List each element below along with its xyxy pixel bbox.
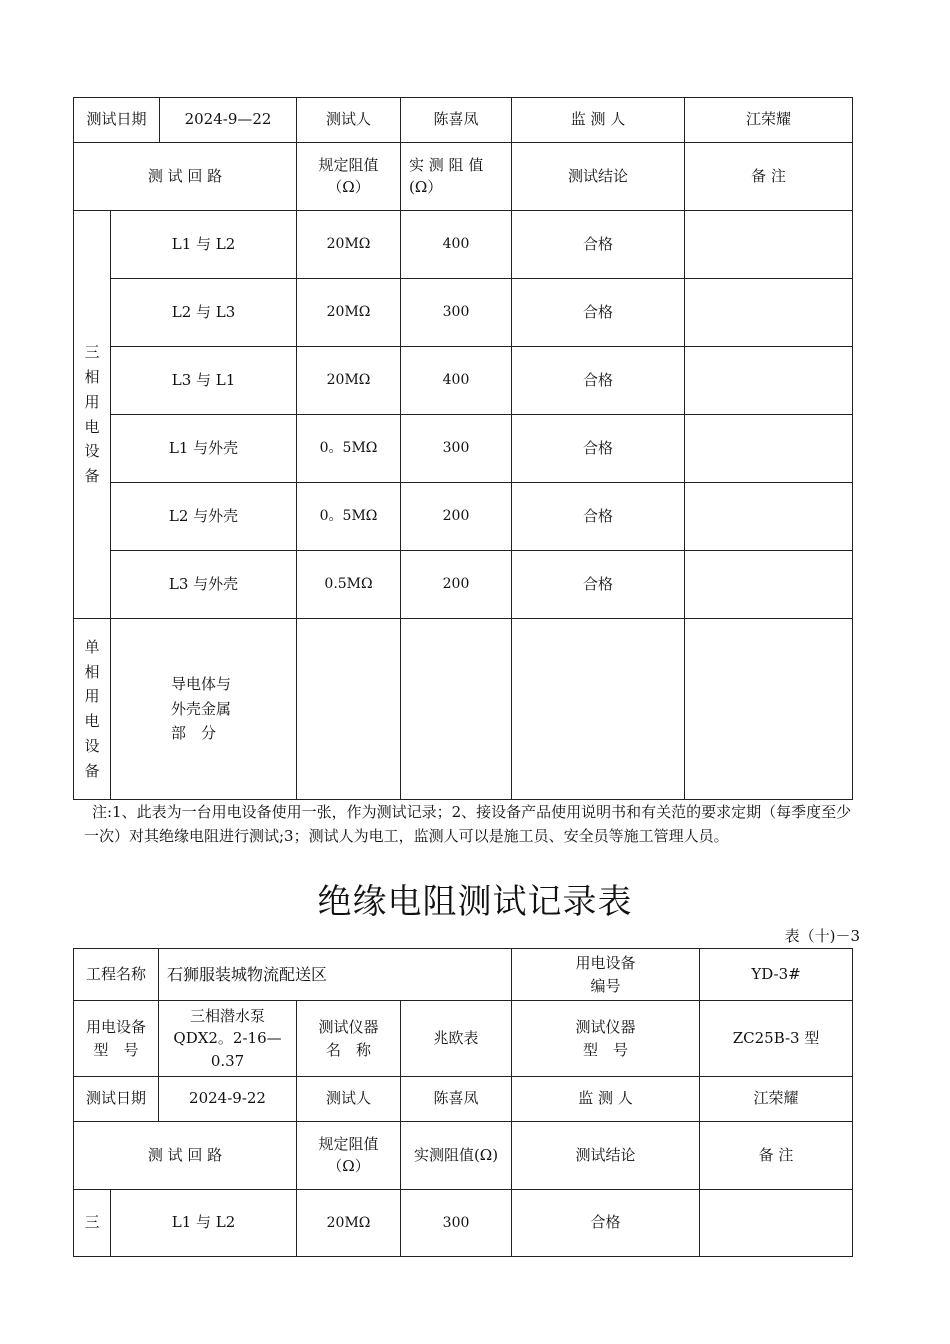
table-row <box>74 279 853 347</box>
three-phase-label <box>74 211 111 619</box>
model-label-line2: 型 号 <box>93 1040 139 1059</box>
tester-value: 陈喜凤 <box>401 98 512 143</box>
instrument-model-value: ZC25B-3 型 <box>700 1001 853 1077</box>
column-remarks: 备 注 <box>685 143 853 211</box>
equip-no-label-line1: 用电设备 <box>575 954 636 972</box>
page-title: 绝缘电阻测试记录表 <box>317 882 633 922</box>
three-phase-char: 用 <box>84 392 100 411</box>
table-row <box>74 1190 853 1257</box>
spec-cell: 0。5MΩ <box>297 415 401 483</box>
date-value: 2024-9—22 <box>160 98 297 143</box>
three-phase-char: 电 <box>84 417 100 436</box>
column-circuit: 测 试 回 路 <box>74 143 297 211</box>
column-conclusion: 测试结论 <box>512 143 685 211</box>
single-phase-circuit-line: 外壳金属 <box>171 699 232 718</box>
three-phase-char: 备 <box>84 467 100 485</box>
single-phase-label <box>74 619 111 800</box>
single-phase-circuit <box>111 619 297 800</box>
circuit-cell: L3 与 L1 <box>111 347 297 415</box>
table-row <box>74 415 853 483</box>
single-phase-char: 电 <box>84 712 100 730</box>
column-spec <box>297 1122 401 1190</box>
measured-cell: 300 <box>401 415 512 483</box>
result-cell: 合格 <box>512 483 685 551</box>
measured-cell <box>401 619 512 800</box>
result-cell <box>512 619 685 800</box>
measured-cell: 200 <box>401 551 512 619</box>
column-spec-line1: 规定阻值 <box>318 155 379 174</box>
insulation-record-table-1 <box>73 97 853 800</box>
monitor-value: 江荣耀 <box>700 1077 853 1122</box>
single-phase-circuit-line: 部 分 <box>171 724 217 743</box>
footnote: 注:1、此表为一台用电设备使用一张，作为测试记录；2、接设备产品使用说明书和有关范的要求定期（每季度至少一次）对其绝缘电阻进行测试;3；测试人为电工，监测人可以是施工员、安全员等施工管理人员。 <box>84 803 852 845</box>
measured-cell: 400 <box>401 347 512 415</box>
single-phase-char: 设 <box>84 736 100 755</box>
column-spec <box>297 143 401 211</box>
instrument-name-label-line2: 名 称 <box>326 1040 372 1059</box>
remarks-cell <box>685 415 853 483</box>
instrument-model-label-line1: 测试仪器 <box>575 1018 636 1036</box>
project-label: 工程名称 <box>74 949 159 1001</box>
remarks-cell <box>685 551 853 619</box>
circuit-cell: L2 与外壳 <box>111 483 297 551</box>
remarks-cell <box>685 279 853 347</box>
table-row <box>74 551 853 619</box>
column-circuit: 测 试 回 路 <box>74 1122 297 1190</box>
single-phase-char: 相 <box>84 662 100 681</box>
measured-cell: 400 <box>401 211 512 279</box>
circuit-cell: L1 与 L2 <box>111 211 297 279</box>
measured-cell: 300 <box>401 279 512 347</box>
result-cell: 合格 <box>512 1190 700 1257</box>
remarks-cell <box>685 619 853 800</box>
circuit-cell: L1 与外壳 <box>111 415 297 483</box>
column-measured-line1: 实 测 阻 值 <box>409 155 484 174</box>
column-spec-line2: （Ω） <box>327 177 370 196</box>
table-row <box>74 211 853 279</box>
model-value-line: QDX2。2-16— <box>173 1029 282 1048</box>
spec-cell <box>297 619 401 800</box>
column-measured: 实测阻值(Ω) <box>401 1122 512 1190</box>
form-number: 表（十)－3 <box>784 927 860 945</box>
measured-cell: 200 <box>401 483 512 551</box>
model-label <box>74 1001 159 1077</box>
remarks-cell <box>685 347 853 415</box>
column-measured <box>401 143 512 211</box>
three-phase-label: 三 <box>74 1190 111 1257</box>
column-conclusion: 测试结论 <box>512 1122 700 1190</box>
model-label-line1: 用电设备 <box>86 1018 147 1036</box>
monitor-label: 监 测 人 <box>512 98 685 143</box>
table-row <box>74 347 853 415</box>
remarks-cell <box>700 1190 853 1257</box>
circuit-cell: L3 与外壳 <box>111 551 297 619</box>
equip-no-label-line2: 编号 <box>590 976 621 995</box>
model-value <box>159 1001 297 1077</box>
instrument-name-value: 兆欧表 <box>401 1001 512 1077</box>
single-phase-char: 备 <box>84 761 100 780</box>
circuit-cell: L2 与 L3 <box>111 279 297 347</box>
column-remarks: 备 注 <box>700 1122 853 1190</box>
three-phase-char: 相 <box>84 368 100 386</box>
measured-cell: 300 <box>401 1190 512 1257</box>
monitor-value: 江荣耀 <box>685 98 853 143</box>
spec-cell: 20MΩ <box>297 279 401 347</box>
remarks-cell <box>685 211 853 279</box>
column-spec-line2: （Ω） <box>327 1156 370 1175</box>
spec-cell: 0。5MΩ <box>297 483 401 551</box>
date-value: 2024-9-22 <box>159 1077 297 1122</box>
three-phase-char: 设 <box>84 442 100 461</box>
three-phase-char: 三 <box>84 343 100 362</box>
result-cell: 合格 <box>512 211 685 279</box>
column-spec-line1: 规定阻值 <box>318 1134 379 1153</box>
spec-cell: 0.5MΩ <box>297 551 401 619</box>
table-row <box>74 619 853 800</box>
equip-no-value: YD-3# <box>700 949 853 1001</box>
spec-cell: 20MΩ <box>297 211 401 279</box>
instrument-name-label <box>297 1001 401 1077</box>
spec-cell: 20MΩ <box>297 347 401 415</box>
result-cell: 合格 <box>512 347 685 415</box>
single-phase-char: 单 <box>84 637 100 656</box>
tester-value: 陈喜凤 <box>401 1077 512 1122</box>
insulation-record-table-2 <box>73 948 853 1257</box>
result-cell: 合格 <box>512 551 685 619</box>
single-phase-char: 用 <box>84 687 100 706</box>
remarks-cell <box>685 483 853 551</box>
tester-label: 测试人 <box>297 98 401 143</box>
date-label: 测试日期 <box>74 98 160 143</box>
circuit-cell: L1 与 L2 <box>111 1190 297 1257</box>
monitor-label: 监 测 人 <box>512 1077 700 1122</box>
instrument-model-label-line2: 型 号 <box>583 1040 629 1059</box>
instrument-name-label-line1: 测试仪器 <box>318 1018 379 1036</box>
date-label: 测试日期 <box>74 1077 159 1122</box>
tester-label: 测试人 <box>297 1077 401 1122</box>
equip-no-label <box>512 949 700 1001</box>
result-cell: 合格 <box>512 415 685 483</box>
column-measured-line2: (Ω） <box>409 177 443 196</box>
result-cell: 合格 <box>512 279 685 347</box>
project-value: 石狮服装城物流配送区 <box>159 949 512 1001</box>
model-value-line: 0.37 <box>210 1051 245 1070</box>
instrument-model-label <box>512 1001 700 1077</box>
table-row <box>74 483 853 551</box>
spec-cell: 20MΩ <box>297 1190 401 1257</box>
model-value-line: 三相潜水泵 <box>190 1006 266 1025</box>
single-phase-circuit-line: 导电体与 <box>171 674 232 693</box>
